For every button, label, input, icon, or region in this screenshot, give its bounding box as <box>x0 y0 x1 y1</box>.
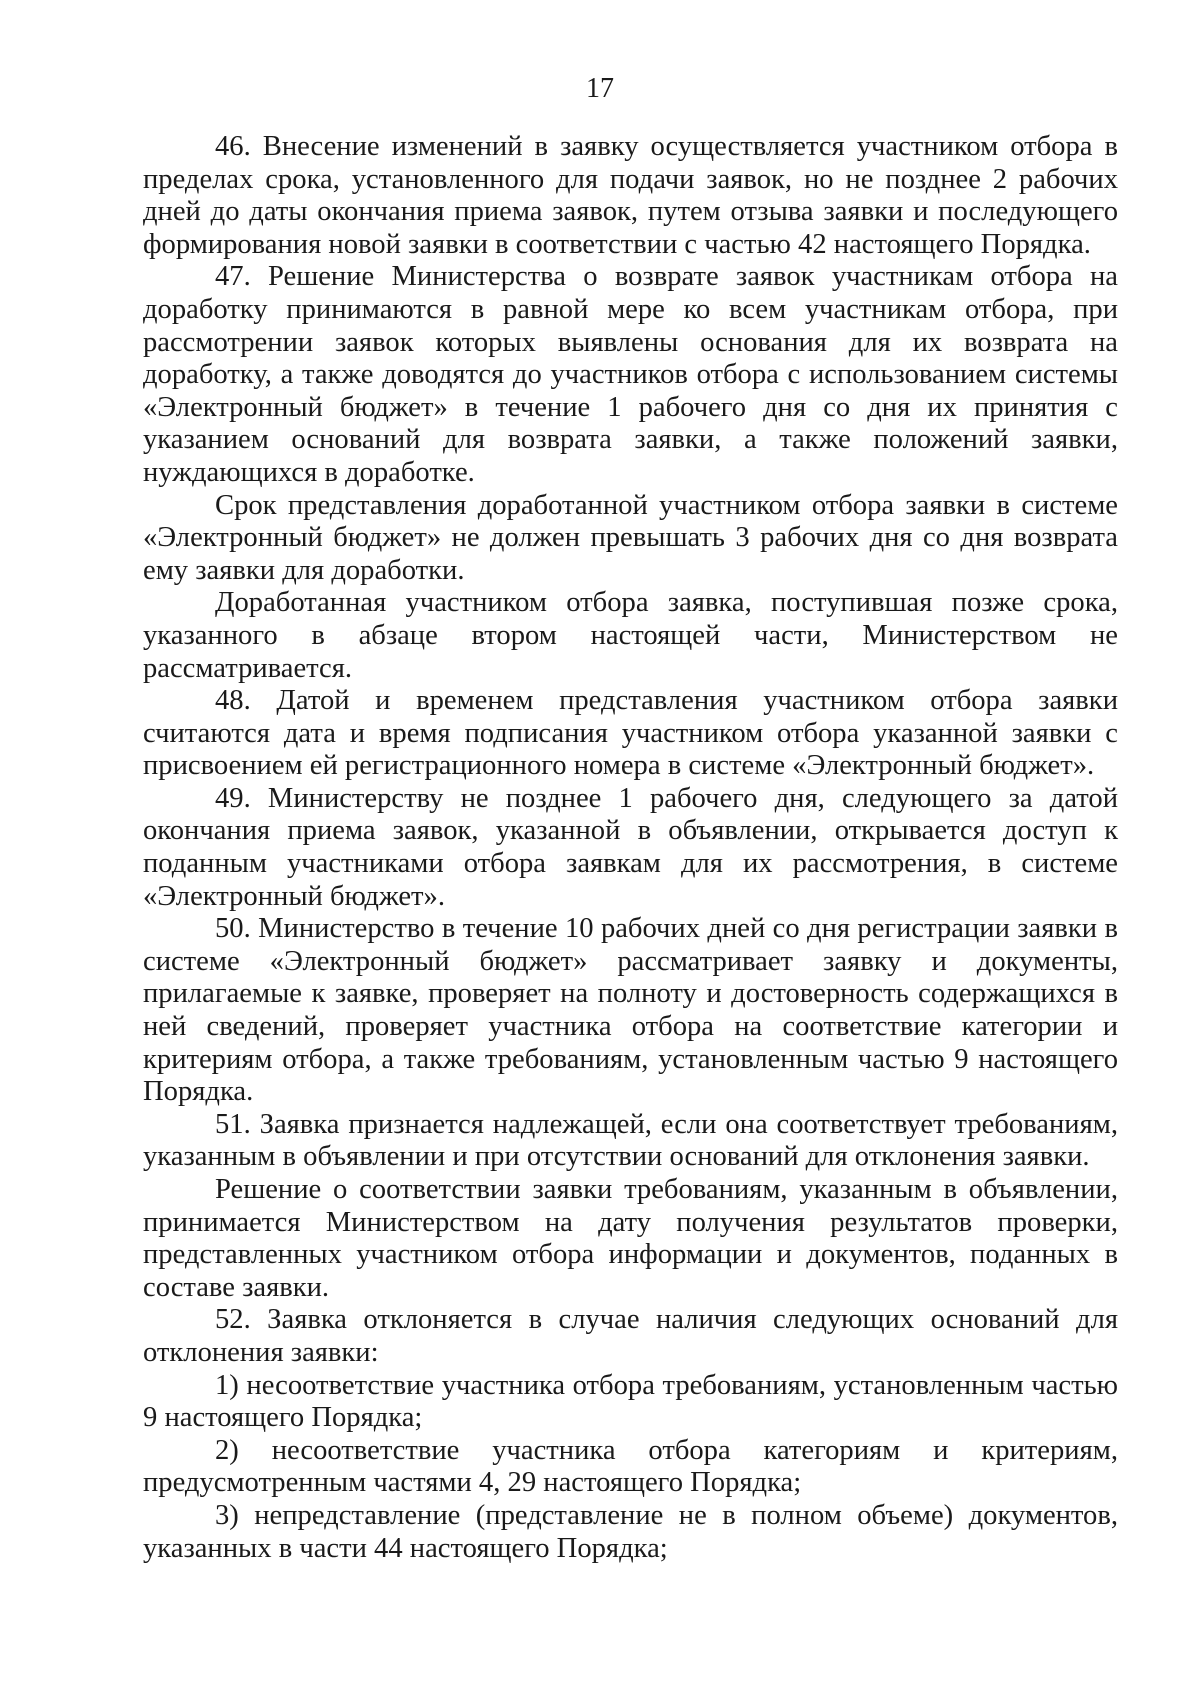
paragraph-51: 51. Заявка признается надлежащей, если она соответствует требованиям, указанным в объявлении и при отсутствии оснований для отклонения заявки. <box>143 1108 1118 1173</box>
paragraph-52: 52. Заявка отклоняется в случае наличия следующих оснований для отклонения заявки: <box>143 1304 1118 1368</box>
list-item-2: 2) несоответствие участника отбора категориям и критериям, предусмотренным частями 4, 29 настоящего Порядка; <box>143 1434 1118 1499</box>
paragraph-47-deadline: Срок представления доработанной участником отбора заявки в системе «Электронный бюджет» не должен превышать 3 рабочих дня со дня возврата ему заявки для доработки. <box>143 489 1118 586</box>
paragraph-48: 48. Датой и временем представления участником отбора заявки считаются дата и время подписания участником отбора указанной заявки с присвоением ей регистрационного номера в системе «Электронный бюджет». <box>143 685 1118 782</box>
document-body <box>143 131 1118 1565</box>
page-number: 17 <box>586 73 614 104</box>
paragraph-47: 47. Решение Министерства о возврате заявок участникам отбора на доработку принимаются в равной мере ко всем участникам отбора, при рассмотрении заявок которых выявлены основания для их возврата на доработку, а также доводятся до участников отбора с использованием системы «Электронный бюджет» в течение 1 рабочего дня со дня их принятия с указанием оснований для возврата заявки, а также положений заявки, нуждающихся в доработке. <box>143 261 1118 488</box>
paragraph-50: 50. Министерство в течение 10 рабочих дней со дня регистрации заявки в системе «Электронный бюджет» рассматривает заявку и документы, прилагаемые к заявке, проверяет на полноту и достоверность содержащихся в ней сведений, проверяет участника отбора на соответствие категории и критериям отбора, а также требованиям, установленным частью 9 настоящего Порядка. <box>143 913 1118 1108</box>
paragraph-46: 46. Внесение изменений в заявку осуществляется участником отбора в пределах срока, установленного для подачи заявок, но не позднее 2 рабочих дней до даты окончания приема заявок, путем отзыва заявки и последующего формирования новой заявки в соответствии с частью 42 настоящего Порядка. <box>143 131 1118 260</box>
paragraph-49: 49. Министерству не позднее 1 рабочего дня, следующего за датой окончания приема заявок, указанной в объявлении, открывается доступ к поданным участниками отбора заявкам для их рассмотрения, в системе «Электронный бюджет». <box>143 782 1118 912</box>
list-item-3: 3) непредставление (представление не в полном объеме) документов, указанных в части 44 настоящего Порядка; <box>143 1499 1118 1564</box>
paragraph-47-late: Доработанная участником отбора заявка, поступившая позже срока, указанного в абзаце втором настоящей части, Министерством не рассматривается. <box>143 587 1118 684</box>
list-item-1: 1) несоответствие участника отбора требованиям, установленным частью 9 настоящего Порядка; <box>143 1369 1118 1434</box>
paragraph-51-decision: Решение о соответствии заявки требованиям, указанным в объявлении, принимается Министерством на дату получения результатов проверки, представленных участником отбора информации и документов, поданных в составе заявки. <box>143 1174 1118 1303</box>
